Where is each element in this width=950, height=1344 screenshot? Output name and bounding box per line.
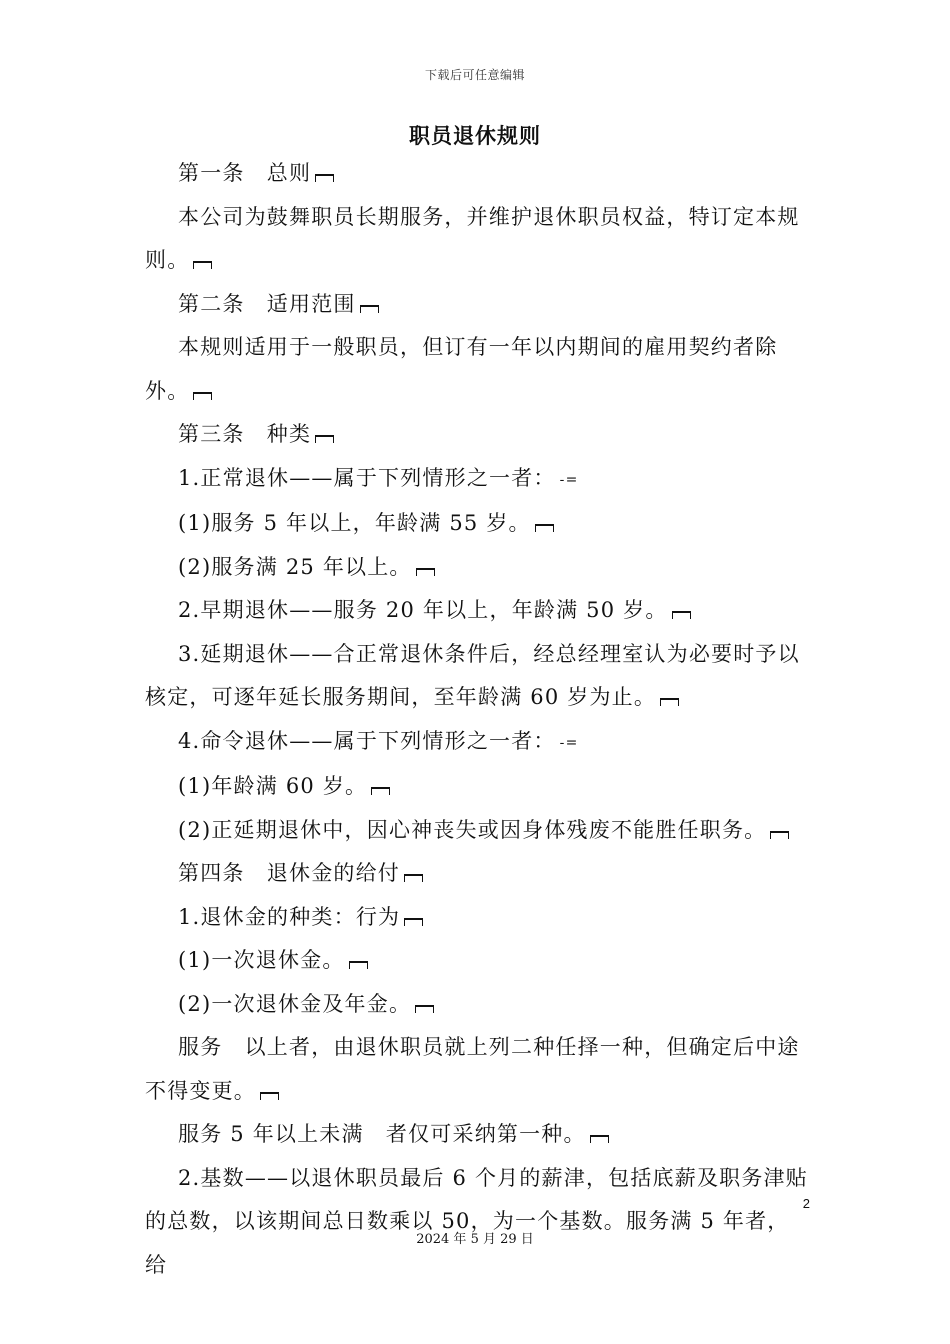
- paragraph: [145, 546, 810, 590]
- paragraph-text: 1.正常退休——属于下列情形之一者：: [178, 465, 556, 490]
- paragraph-mark-icon: [349, 961, 368, 969]
- page-header: 下载后可任意编辑: [424, 68, 525, 82]
- paragraph-mark-icon: [193, 392, 212, 400]
- paragraph: [145, 809, 810, 853]
- paragraph-mark-icon: [260, 1092, 279, 1100]
- paragraph: [145, 896, 810, 940]
- paragraph-text: (2)正延期退休中，因心神丧失或因身体残废不能胜任职务。: [178, 817, 767, 842]
- paragraph-text: (2)服务满 25 年以上。: [178, 554, 412, 579]
- paragraph-text: 2.早期退休——服务 20 年以上，年龄满 50 岁。: [178, 598, 668, 622]
- page-footer-date: 2024 年 5 月 29 日: [416, 1232, 534, 1247]
- equal-mark-icon: -=: [559, 734, 579, 751]
- paragraph-text: 第四条 退休金的给付: [178, 861, 400, 885]
- paragraph-text: 3.延期退休——合正常退休条件后，经总经理室认为必要时予以核定，可逐年延长服务期间，至年龄满 60 岁为止。: [145, 641, 800, 709]
- paragraph-text: (2)一次退休金及年金。: [178, 991, 412, 1016]
- paragraph-mark-icon: [360, 305, 379, 313]
- paragraph-text: 本规则适用于一般职员，但订有一年以内期间的雇用契约者除外。: [145, 335, 778, 403]
- paragraph: [145, 326, 810, 413]
- paragraph: [145, 852, 810, 896]
- paragraph-text: 服务 5 年以上未满 者仅可采纳第一种。: [178, 1122, 586, 1146]
- paragraph: [145, 1026, 810, 1113]
- paragraph: [145, 1157, 810, 1288]
- paragraph-mark-icon: [404, 918, 423, 926]
- paragraph-mark-icon: [404, 874, 423, 882]
- paragraph-mark-icon: [416, 568, 435, 576]
- paragraph-mark-icon: [315, 174, 334, 182]
- paragraph-text: (1)服务 5 年以上，年龄满 55 岁。: [178, 511, 531, 535]
- paragraph: [145, 589, 810, 633]
- paragraph: [145, 196, 810, 283]
- paragraph-mark-icon: [660, 698, 679, 706]
- paragraph-mark-icon: [415, 1005, 434, 1013]
- document-title: 职员退休规则: [409, 124, 541, 148]
- paragraph: [145, 720, 810, 766]
- paragraph-mark-icon: [672, 611, 691, 619]
- paragraph-text: 第三条 种类: [178, 422, 312, 446]
- paragraph: [145, 283, 810, 327]
- paragraph-text: 服务 以上者，由退休职员就上列二种任择一种，但确定后中途不得变更。: [145, 1035, 800, 1103]
- document-body: [145, 152, 810, 1287]
- paragraph-text: (1)一次退休金。: [178, 948, 345, 972]
- paragraph-mark-icon: [770, 831, 789, 839]
- page-number: 2: [802, 1196, 810, 1211]
- paragraph: [145, 939, 810, 983]
- paragraph-mark-icon: [371, 787, 390, 795]
- paragraph-text: 2.基数——以退休职员最后 6 个月的薪津，包括底薪及职务津贴的总数，以该期间总日数乘以 50，为一个基数。服务满 5 年者，给: [145, 1165, 808, 1277]
- paragraph: [145, 765, 810, 809]
- paragraph-mark-icon: [535, 524, 554, 532]
- paragraph-mark-icon: [590, 1135, 609, 1143]
- paragraph-mark-icon: [315, 435, 334, 443]
- paragraph: [145, 413, 810, 457]
- paragraph: [145, 633, 810, 720]
- paragraph-text: 1.退休金的种类：行为: [178, 904, 401, 929]
- paragraph-text: 本公司为鼓舞职员长期服务，并维护退休职员权益，特订定本规则。: [145, 204, 800, 272]
- paragraph-text: (1)年龄满 60 岁。: [178, 774, 368, 798]
- paragraph: [145, 502, 810, 546]
- paragraph-text: 第二条 适用范围: [178, 291, 356, 316]
- paragraph: [145, 152, 810, 196]
- equal-mark-icon: -=: [559, 471, 579, 488]
- paragraph-text: 第一条 总则: [178, 161, 312, 185]
- paragraph-text: 4.命令退休——属于下列情形之一者：: [178, 728, 556, 753]
- paragraph: [145, 983, 810, 1027]
- paragraph-mark-icon: [193, 261, 212, 269]
- paragraph: [145, 1113, 810, 1157]
- paragraph: [145, 457, 810, 503]
